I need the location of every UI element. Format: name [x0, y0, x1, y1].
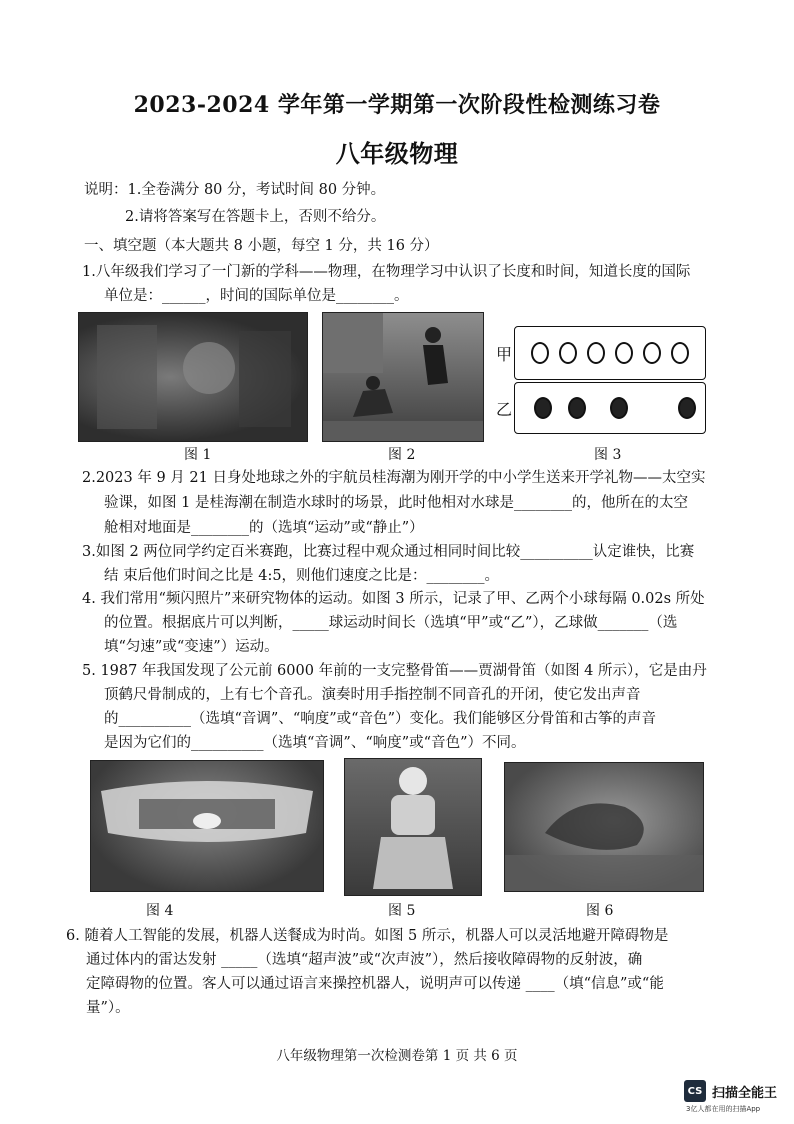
q4-line-1: 4. 我们常用“频闪照片”来研究物体的运动。如图 3 所示，记录了甲、乙两个小球每隔 0.02s 所处	[82, 591, 705, 607]
label-yi: 乙	[496, 400, 513, 419]
figure-3-strip-yi	[514, 382, 706, 434]
ball-icon	[559, 342, 577, 364]
ball-icon	[615, 342, 633, 364]
figure-3-strip-jia	[514, 326, 706, 380]
ball-icon	[568, 397, 586, 419]
q3-line-1: 3.如图 2 两位同学约定百米赛跑，比赛过程中观众通过相同时间比较__________认定谁快，比赛	[82, 544, 695, 560]
q1-line-2: 单位是：______，时间的国际单位是________。	[104, 288, 409, 304]
q6-line-1: 6. 随着人工智能的发展，机器人送餐成为时尚。如图 5 所示，机器人可以灵活地避开障碍物是	[66, 928, 669, 944]
label-jia: 甲	[496, 345, 513, 364]
exam-title: 2023-2024 学年第一学期第一次阶段性检测练习卷	[133, 92, 661, 118]
figure-1-image	[78, 312, 308, 442]
q4-line-2: 的位置。根据底片可以判断，_____球运动时间长（选填“甲”或“乙”），乙球做_______（选	[104, 615, 678, 631]
ball-icon	[671, 342, 689, 364]
q6-line-2: 通过体内的雷达发射 _____（选填“超声波”或“次声波”），然后接收障碍物的反射波，确	[86, 952, 643, 968]
figure-5-caption: 图 5	[388, 903, 416, 919]
q2-line-3: 舱相对地面是________的（选填“运动”或“静止”）	[104, 520, 424, 536]
q1-line-1: 1.八年级我们学习了一门新的学科——物理，在物理学习中认识了长度和时间，知道长度的国际	[82, 264, 691, 280]
figure-3-caption: 图 3	[594, 447, 622, 463]
q5-line-4: 是因为它们的__________（选填“音调”、“响度”或“音色”）不同。	[104, 735, 526, 751]
ball-icon	[587, 342, 605, 364]
camscanner-logo-icon: CS	[684, 1080, 706, 1102]
ball-icon	[610, 397, 628, 419]
q4-line-3: 填“匀速”或“变速”）运动。	[104, 639, 279, 655]
q2-line-1: 2.2023 年 9 月 21 日身处地球之外的宇航员桂海潮为刚开学的中小学生送来开学礼物——太空实	[82, 470, 706, 486]
q2-line-2: 验课，如图 1 是桂海潮在制造水球时的场景，此时他相对水球是________的，他所在的太空	[104, 495, 688, 511]
q3-line-2: 结 束后他们时间之比是 4:5，则他们速度之比是：________。	[104, 568, 500, 584]
note-1: 说明：1.全卷满分 80 分，考试时间 80 分钟。	[84, 182, 386, 198]
scanner-watermark	[684, 1080, 777, 1102]
ball-icon	[531, 342, 549, 364]
q5-line-3: 的__________（选填“音调”、“响度”或“音色”）变化。我们能够区分骨笛和古筝的声音	[104, 711, 656, 727]
figure-6-image	[504, 762, 704, 892]
figure-1-caption: 图 1	[184, 447, 212, 463]
section-heading: 一、填空题（本大题共 8 小题，每空 1 分，共 16 分）	[84, 238, 439, 254]
watermark-sub: 3亿人都在用的扫描App	[686, 1105, 761, 1113]
ball-icon	[643, 342, 661, 364]
figure-5-image	[344, 758, 482, 896]
q5-line-1: 5. 1987 年我国发现了公元前 6000 年前的一支完整骨笛——贾湖骨笛（如图 4 所示），它是由丹	[82, 663, 707, 679]
watermark-name: 扫描全能王	[712, 1085, 778, 1101]
page-footer: 八年级物理第一次检测卷第 1 页 共 6 页	[276, 1048, 518, 1064]
figure-4-caption: 图 4	[146, 903, 174, 919]
exam-subject: 八年级物理	[335, 139, 459, 168]
q5-line-2: 顶鹤尺骨制成的，上有七个音孔。演奏时用手指控制不同音孔的开闭，使它发出声音	[104, 687, 641, 703]
ball-icon	[678, 397, 696, 419]
figure-6-caption: 图 6	[586, 903, 614, 919]
q6-line-4: 量”）。	[86, 1000, 130, 1016]
figure-2-image	[322, 312, 484, 442]
note-2: 2.请将答案写在答题卡上，否则不给分。	[125, 209, 386, 225]
figure-4-image	[90, 760, 324, 892]
ball-icon	[534, 397, 552, 419]
q6-line-3: 定障碍物的位置。客人可以通过语言来操控机器人，说明声可以传递 ____（填“信息”或“能	[86, 976, 664, 992]
figure-2-caption: 图 2	[388, 447, 416, 463]
